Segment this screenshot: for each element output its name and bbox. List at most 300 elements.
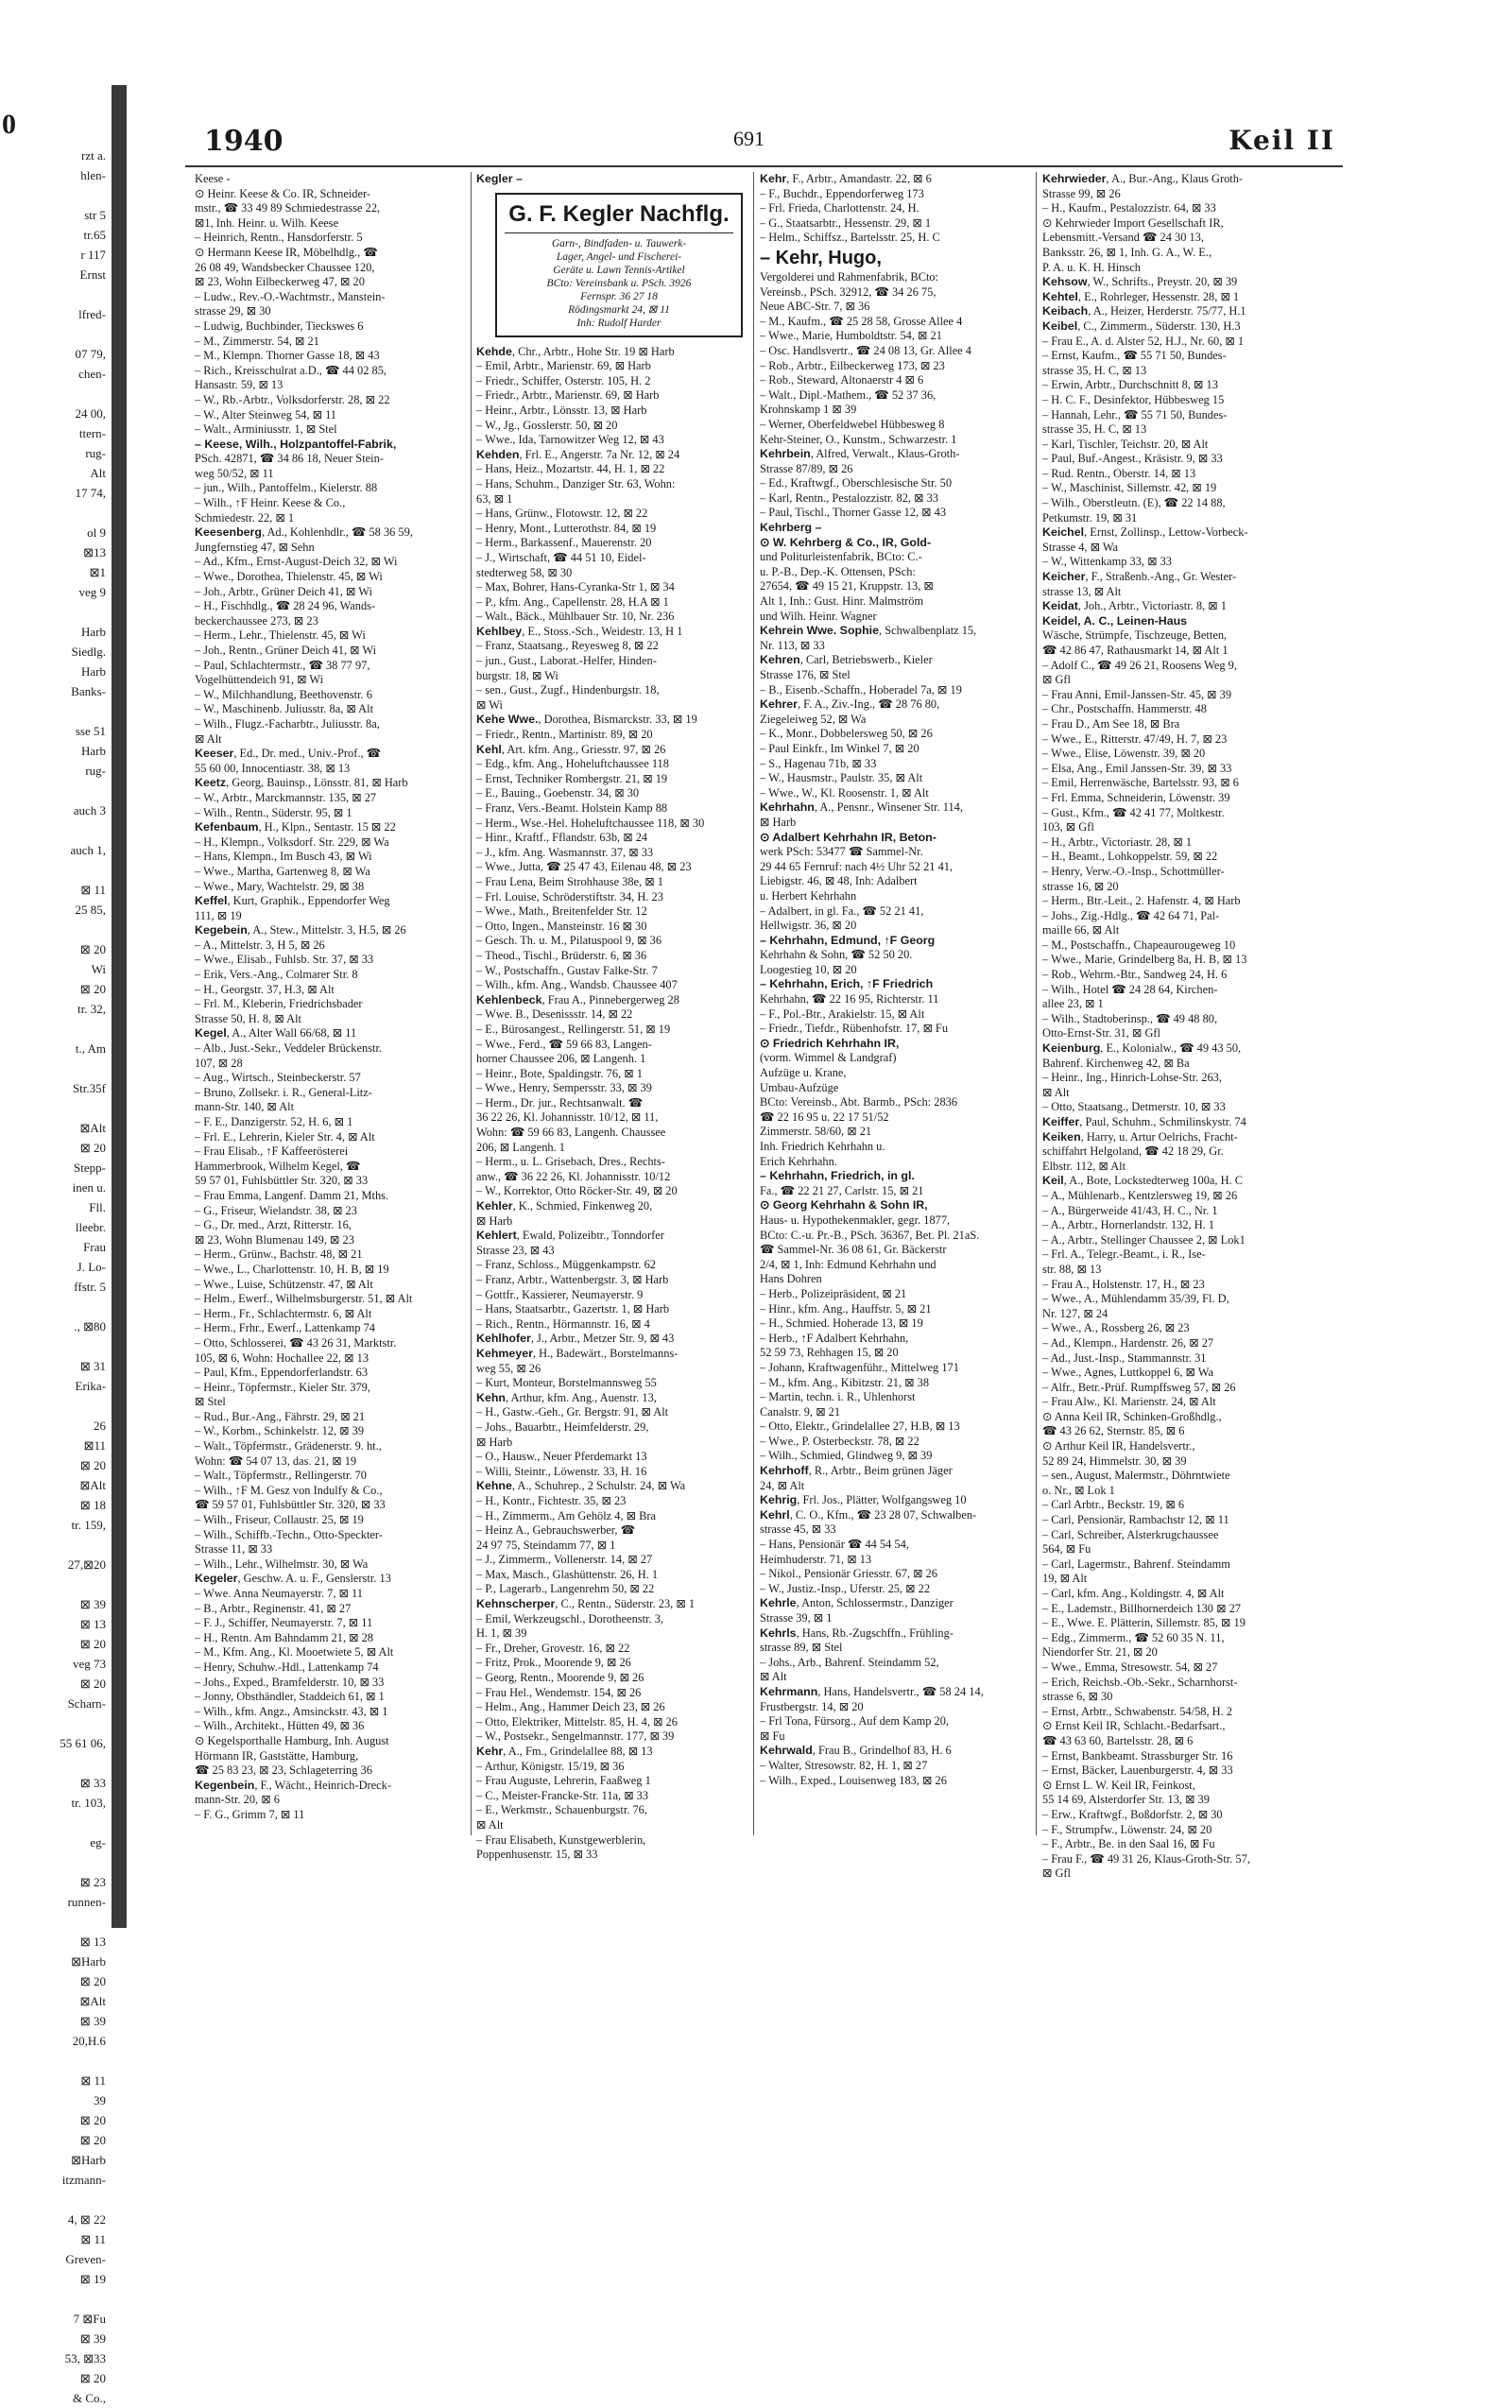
prev-page-line: ⊠13 bbox=[83, 545, 106, 559]
directory-entry: – Alb., Just.-Sekr., Veddeler Brückenstr. bbox=[195, 1041, 382, 1056]
prev-page-line: ⊠ 11 bbox=[80, 883, 106, 897]
directory-entry: Alt 1, Inh.: Gust. Hinr. Malmström bbox=[760, 594, 924, 609]
directory-entry: – Gottfr., Kassierer, Neumayerstr. 9 bbox=[476, 1287, 644, 1301]
directory-entry: strasse 13, ⊠ Alt bbox=[1042, 584, 1122, 598]
directory-entry: Keese - bbox=[195, 172, 231, 185]
directory-entry: Kehtel, E., Rohrleger, Hessenstr. 28, ⊠ 1 bbox=[1042, 289, 1240, 303]
directory-entry: anw., ☎ 36 22 26, Kl. Johannisstr. 10/12 bbox=[476, 1169, 671, 1183]
prev-page-line: Banks- bbox=[71, 684, 106, 698]
directory-entry: ⊠ Gfl bbox=[1042, 673, 1071, 687]
directory-entry: – Frau D., Am See 18, ⊠ Bra bbox=[1042, 716, 1180, 731]
prev-page-line: itzmann- bbox=[61, 2173, 106, 2187]
advertisement-line: BCto: Vereinsbank u. PSch. 3926 bbox=[546, 277, 692, 289]
directory-entry: Kegel, A., Alter Wall 66/68, ⊠ 11 bbox=[195, 1026, 357, 1041]
directory-entry: Zimmerstr. 58/60, ⊠ 21 bbox=[760, 1125, 872, 1139]
prev-page-line: & Co., bbox=[72, 2391, 106, 2405]
prev-page-line: ⊠Harb bbox=[71, 2153, 106, 2167]
directory-entry: Kehne, A., Schuhrep., 2 Schulstr. 24, ⊠ Wa bbox=[476, 1479, 686, 1493]
directory-entry: – Herm., Lehr., Thielenstr. 45, ⊠ Wi bbox=[195, 628, 366, 643]
directory-entry: ⊠ 23, Wohn Eilbeckerweg 47, ⊠ 20 bbox=[195, 275, 365, 289]
prev-page-line: Harb bbox=[81, 664, 106, 679]
directory-entry: Kehrwieder, A., Bur.-Ang., Klaus Groth- bbox=[1042, 172, 1244, 185]
prev-page-line: ttern- bbox=[78, 426, 106, 440]
directory-entry: – W., Milchhandlung, Beethovenstr. 6 bbox=[195, 687, 372, 701]
directory-entry: – Hinr., kfm. Ang., Hauffstr. 5, ⊠ 21 bbox=[760, 1301, 932, 1316]
prev-page-line: ⊠ 18 bbox=[79, 1498, 106, 1512]
directory-entry: ⊠ Wi bbox=[476, 697, 503, 712]
directory-entry: Aufzüge u. Krane, bbox=[760, 1066, 847, 1080]
prev-page-line bbox=[0, 284, 112, 304]
directory-entry: – Franz, Vers.-Beamt. Holstein Kamp 88 bbox=[476, 801, 668, 815]
directory-entry: Kehrer, F. A., Ziv.-Ing., ☎ 28 76 80, bbox=[760, 697, 940, 712]
directory-entry: – H., Kontr., Fichtestr. 35, ⊠ 23 bbox=[476, 1493, 627, 1507]
directory-entry: horner Chaussee 206, ⊠ Langenh. 1 bbox=[476, 1052, 646, 1066]
directory-entry: – Franz, Schloss., Müggenkampstr. 62 bbox=[476, 1258, 656, 1272]
directory-entry: – G., Friseur, Wielandstr. 38, ⊠ 23 bbox=[195, 1203, 357, 1217]
directory-entry: Kehrle, Anton, Schlossermstr., Danziger bbox=[760, 1596, 954, 1610]
directory-entry: – Walt., Arminiusstr. 1, ⊠ Stel bbox=[195, 422, 337, 437]
directory-entry: – Paul, Kfm., Eppendorferlandstr. 63 bbox=[195, 1366, 369, 1380]
directory-entry: ☎ 42 86 47, Rathausmarkt 14, ⊠ Alt 1 bbox=[1042, 644, 1228, 657]
directory-entry: 27654, ☎ 49 15 21, Kruppstr. 13, ⊠ bbox=[760, 579, 934, 593]
prev-page-line: Harb bbox=[81, 744, 106, 758]
advertisement-line: Geräte u. Lawn Tennis-Artikel bbox=[553, 264, 685, 276]
column-2 bbox=[476, 172, 750, 1863]
directory-entry: – Hans, Grünw., Flotowstr. 12, ⊠ 22 bbox=[476, 507, 648, 521]
directory-entry: Neue ABC-Str. 7, ⊠ 36 bbox=[760, 300, 870, 314]
header-name-range: Keil II bbox=[1228, 125, 1335, 156]
directory-entry: – Frl. M., Kleberin, Friedrichsbader bbox=[195, 997, 363, 1011]
directory-entry: Kegenbein, F., Wächt., Heinrich-Dreck- bbox=[195, 1778, 392, 1792]
directory-entry: schiffahrt Helgoland, ☎ 42 18 29, Gr. bbox=[1042, 1144, 1224, 1159]
directory-entry: – B., Eisenb.-Schaffn., Hoberadel 7a, ⊠ 19 bbox=[760, 682, 962, 697]
directory-entry: 63, ⊠ 1 bbox=[476, 491, 513, 506]
directory-entry: – Frau Hel., Wendemstr. 154, ⊠ 26 bbox=[476, 1685, 642, 1699]
directory-entry: – Heinr., Bote, Spaldingstr. 76, ⊠ 1 bbox=[476, 1066, 643, 1080]
directory-entry: – Erik, Vers.-Ang., Colmarer Str. 8 bbox=[195, 968, 358, 982]
directory-entry: – Paul, Buf.-Angest., Kräsistr. 9, ⊠ 33 bbox=[1042, 452, 1223, 466]
directory-entry: – F., Buchdr., Eppendorferweg 173 bbox=[760, 186, 924, 200]
directory-entry: – Rich., Kreisschulrat a.D., ☎ 44 02 85, bbox=[195, 363, 387, 377]
directory-entry: Umbau-Aufzüge bbox=[760, 1080, 839, 1094]
directory-entry: – Henry, Schuhw.-Hdl., Lattenkamp 74 bbox=[195, 1660, 379, 1674]
prev-page-line: 27,⊠20 bbox=[67, 1557, 106, 1572]
prev-page-line: ⊠ 20 bbox=[79, 1974, 106, 1988]
directory-entry: allee 23, ⊠ 1 bbox=[1042, 997, 1104, 1011]
directory-entry: – Fr., Dreher, Grovestr. 16, ⊠ 22 bbox=[476, 1641, 630, 1655]
directory-entry: – Max, Masch., Glashüttenstr. 26, H. 1 bbox=[476, 1567, 659, 1581]
prev-page-line: inen u. bbox=[72, 1180, 106, 1195]
prev-page-line bbox=[0, 602, 112, 622]
prev-page-line: ⊠ 39 bbox=[79, 2014, 106, 2028]
prev-page-line: ffstr. 5 bbox=[74, 1280, 106, 1294]
directory-entry: – Frau F., ☎ 49 31 26, Klaus-Groth-Str. 57, bbox=[1042, 1851, 1250, 1866]
directory-entry: Erich Kehrhahn. bbox=[760, 1154, 837, 1168]
directory-entry: – W., Korrektor, Otto Röcker-Str. 49, ⊠ 20 bbox=[476, 1184, 678, 1198]
directory-entry: – Frau Elisab., ↑F Kaffeerösterei bbox=[195, 1144, 349, 1159]
directory-entry: 29 44 65 Fernruf: nach 4½ Uhr 52 21 41, bbox=[760, 859, 954, 873]
directory-entry: – Wilh., Lehr., Wilhelmstr. 30, ⊠ Wa bbox=[195, 1557, 369, 1571]
directory-entry: Elbstr. 112, ⊠ Alt bbox=[1042, 1159, 1126, 1173]
prev-page-line: str 5 bbox=[84, 208, 106, 222]
directory-entry: – Frl Tona, Fürsorg., Auf dem Kamp 20, bbox=[760, 1714, 950, 1729]
prev-page-line: 24 00, bbox=[75, 406, 106, 421]
prev-page-line: 53, ⊠33 bbox=[64, 2351, 106, 2365]
prev-page-line bbox=[0, 860, 112, 880]
directory-entry: – Joh., Rentn., Grüner Deich 41, ⊠ Wi bbox=[195, 644, 377, 657]
directory-entry: Strasse 4, ⊠ Wa bbox=[1042, 540, 1119, 554]
directory-entry: Banksstr. 26, ⊠ 1, Inh. G. A., W. E., bbox=[1042, 245, 1212, 259]
directory-entry: ⊠ 23, Wohn Blumenau 149, ⊠ 23 bbox=[195, 1232, 354, 1247]
directory-entry: 24, ⊠ Alt bbox=[760, 1478, 805, 1492]
directory-entry: – O., Hausw., Neuer Pferdemarkt 13 bbox=[476, 1450, 647, 1464]
directory-entry: – Emil, Herrenwäsche, Bartelsstr. 93, ⊠ 6 bbox=[1042, 776, 1239, 790]
directory-entry: – Hans, Pensionär ☎ 44 54 54, bbox=[760, 1538, 909, 1552]
directory-entry: – Wwe., Marie, Grindelberg 8a, H. B, ⊠ 13 bbox=[1042, 953, 1247, 967]
directory-entry: Loogestieg 10, ⊠ 20 bbox=[760, 962, 857, 976]
directory-entry: – Frl. Louise, Schröderstiftstr. 34, H. 23 bbox=[476, 889, 663, 903]
directory-entry: mann-Str. 140, ⊠ Alt bbox=[195, 1100, 295, 1114]
prev-page-line bbox=[0, 1535, 112, 1555]
directory-entry: strasse 6, ⊠ 30 bbox=[1042, 1690, 1113, 1704]
prev-page-line: rzt a. bbox=[81, 148, 106, 163]
directory-entry: Keil, A., Bote, Lockstedterweg 100a, H. C bbox=[1042, 1174, 1243, 1188]
directory-entry: – Adalbert, in gl. Fa., ☎ 52 21 41, bbox=[760, 903, 924, 918]
column-1 bbox=[195, 172, 469, 1823]
directory-entry: ⊠ Alt bbox=[195, 731, 222, 746]
directory-entry: – Wwe., Martha, Gartenweg 8, ⊠ Wa bbox=[195, 864, 370, 878]
prev-page-line: Scharn- bbox=[67, 1696, 106, 1711]
directory-entry: weg 50/52, ⊠ 11 bbox=[195, 466, 274, 480]
directory-entry: – Carl Arbtr., Beckstr. 19, ⊠ 6 bbox=[1042, 1498, 1185, 1512]
directory-entry: Kegeler, Geschw. A. u. F., Genslerstr. 13 bbox=[195, 1572, 391, 1586]
directory-entry: – Kurt, Monteur, Borstelmannsweg 55 bbox=[476, 1376, 657, 1390]
prev-page-line: ⊠ 20 bbox=[79, 2371, 106, 2385]
directory-entry: Bahrenf. Kirchenweg 42, ⊠ Ba bbox=[1042, 1056, 1190, 1070]
directory-entry: – Arthur, Königstr. 15/19, ⊠ 36 bbox=[476, 1759, 625, 1773]
directory-entry: – Rud., Bur.-Ang., Fährstr. 29, ⊠ 21 bbox=[195, 1409, 366, 1423]
directory-entry: – Rob., Wehrm.-Btr., Sandweg 24, H. 6 bbox=[1042, 968, 1228, 982]
directory-entry: – Carl, kfm. Ang., Koldingstr. 4, ⊠ Alt bbox=[1042, 1587, 1225, 1600]
directory-entry: – Ad., Klempn., Hardenstr. 26, ⊠ 27 bbox=[1042, 1335, 1214, 1350]
directory-entry: – Henry, Mont., Lutterothstr. 84, ⊠ 19 bbox=[476, 521, 657, 535]
directory-entry: Keiken, Harry, u. Artur Oelrichs, Fracht- bbox=[1042, 1129, 1238, 1144]
directory-entry: Kehnscherper, C., Rentn., Süderstr. 23, ⊠ 1 bbox=[476, 1597, 696, 1611]
directory-entry: – Erwin, Arbtr., Durchschnitt 8, ⊠ 13 bbox=[1042, 378, 1218, 392]
directory-entry: – W., Maschinenb. Juliusstr. 8a, ⊠ Alt bbox=[195, 702, 374, 716]
directory-entry: ⊙ Adalbert Kehrhahn IR, Beton- bbox=[760, 830, 936, 844]
directory-entry: ⊙ Ernst L. W. Keil IR, Feinkost, bbox=[1042, 1778, 1195, 1792]
directory-entry: – Carl, Schreiber, Alsterkrugchaussee bbox=[1042, 1527, 1219, 1541]
directory-entry: ⊠ Stel bbox=[195, 1395, 226, 1409]
directory-entry: – Johs., Zig.-Hdlg., ☎ 42 64 71, Pal- bbox=[1042, 908, 1220, 922]
prev-page-line: ⊠ 13 bbox=[79, 1617, 106, 1631]
directory-entry: – Frl. A., Telegr.-Beamt., i. R., Ise- bbox=[1042, 1247, 1206, 1262]
directory-entry: – Walt., Bäck., Mühlbauer Str. 10, Nr. 236 bbox=[476, 610, 675, 624]
directory-entry: strasse 29, ⊠ 30 bbox=[195, 304, 271, 318]
directory-entry: strasse 45, ⊠ 33 bbox=[760, 1522, 836, 1537]
prev-page-line: r 117 bbox=[80, 248, 106, 262]
prev-page-line: ⊠ 20 bbox=[79, 942, 106, 956]
directory-entry: – H., Kaufm., Pestalozzistr. 64, ⊠ 33 bbox=[1042, 201, 1216, 215]
directory-entry: – Kehrhahn, Friedrich, in gl. bbox=[760, 1169, 915, 1183]
directory-entry: – H., Rentn. Am Bahndamm 21, ⊠ 28 bbox=[195, 1630, 374, 1644]
directory-entry: – Joh., Arbtr., Grüner Deich 41, ⊠ Wi bbox=[195, 584, 372, 598]
prev-page-line: Ernst bbox=[79, 267, 106, 282]
directory-entry: 59 57 01, Fuhlsbüttler Str. 320, ⊠ 33 bbox=[195, 1174, 369, 1188]
directory-entry: – Carl, Lagermstr., Bahrenf. Steindamm bbox=[1042, 1557, 1230, 1571]
directory-entry: – Wilh., ↑F M. Gesz von Indulfy & Co., bbox=[195, 1483, 383, 1497]
directory-entry: – Wwe., Dorothea, Thielenstr. 45, ⊠ Wi bbox=[195, 570, 383, 584]
directory-entry: – H., Arbtr., Victoriastr. 28, ⊠ 1 bbox=[1042, 834, 1193, 849]
directory-entry: – Otto, Ingen., Mansteinstr. 16 ⊠ 30 bbox=[476, 919, 647, 933]
directory-entry: – C., Meister-Francke-Str. 11a, ⊠ 33 bbox=[476, 1788, 649, 1802]
prev-page-line: ⊠ 20 bbox=[79, 1637, 106, 1651]
directory-entry: – Heinr., Arbtr., Lönsstr. 13, ⊠ Harb bbox=[476, 403, 647, 417]
directory-entry: – A., Bürgerweide 41/43, H. C., Nr. 1 bbox=[1042, 1203, 1218, 1217]
directory-entry: – Nikol., Pensionär Griesstr. 67, ⊠ 26 bbox=[760, 1567, 937, 1581]
directory-entry: – Werner, Oberfeldwebel Hübbesweg 8 bbox=[760, 417, 945, 431]
directory-entry: – Wwe., Elise, Löwenstr. 39, ⊠ 20 bbox=[1042, 747, 1206, 761]
directory-entry: – Friedr., Arbtr., Marienstr. 69, ⊠ Harb bbox=[476, 388, 660, 403]
directory-entry: strasse 16, ⊠ 20 bbox=[1042, 879, 1119, 893]
prev-page-line bbox=[0, 1574, 112, 1594]
prev-page-line: runnen- bbox=[67, 1895, 106, 1909]
prev-page-line: tr. 159, bbox=[71, 1518, 106, 1532]
prev-page-line: rug- bbox=[85, 764, 106, 778]
directory-entry: Kehrbein, Alfred, Verwalt., Klaus-Groth- bbox=[760, 447, 960, 461]
directory-entry: Keibach, A., Heizer, Herderstr. 75/77, H.1 bbox=[1042, 304, 1246, 318]
book-gutter bbox=[112, 85, 127, 1928]
directory-entry: Jungfernstieg 47, ⊠ Sehn bbox=[195, 540, 315, 554]
directory-entry: Petkumstr. 19, ⊠ 31 bbox=[1042, 510, 1138, 525]
header-year: 1940 bbox=[204, 125, 284, 158]
directory-entry: mann-Str. 20, ⊠ 6 bbox=[195, 1793, 280, 1807]
prev-page-line: ⊠Alt bbox=[79, 1994, 106, 2008]
directory-entry: – Otto, Elektr., Grindelallee 27, H.B, ⊠ 13 bbox=[760, 1419, 960, 1434]
prev-page-line bbox=[0, 1912, 112, 1932]
directory-entry: Inh. Friedrich Kehrhahn u. bbox=[760, 1140, 885, 1153]
directory-entry: werk PSch: 53477 ☎ Sammel-Nr. bbox=[760, 845, 923, 859]
directory-entry: – Theod., Tischl., Brüderstr. 6, ⊠ 36 bbox=[476, 948, 647, 962]
directory-entry: – Fritz, Prok., Moorende 9, ⊠ 26 bbox=[476, 1656, 631, 1670]
directory-entry: Kehe Wwe., Dorothea, Bismarckstr. 33, ⊠ 19 bbox=[476, 713, 697, 727]
directory-entry: Schmiedestr. 22, ⊠ 1 bbox=[195, 510, 295, 525]
directory-entry: Keicher, F., Straßenb.-Ang., Gr. Wester- bbox=[1042, 570, 1237, 584]
directory-entry: – Wwe., Ida, Tarnowitzer Weg 12, ⊠ 43 bbox=[476, 433, 664, 447]
directory-entry: Kehden, Frl. E., Angerstr. 7a Nr. 12, ⊠ 24 bbox=[476, 447, 680, 461]
directory-entry: – Wilh., Oberstleutn. (E), ☎ 22 14 88, bbox=[1042, 496, 1226, 510]
directory-entry: Liebigstr. 46, ⊠ 48, Inh: Adalbert bbox=[760, 874, 918, 888]
directory-entry: und Politurleistenfabrik, BCto: C.- bbox=[760, 550, 922, 564]
directory-entry: ⊙ Ernst Keil IR, Schlacht.-Bedarfsart., bbox=[1042, 1719, 1226, 1733]
prev-page-line: auch 1, bbox=[70, 843, 106, 857]
directory-entry: – Ad., Just.-Insp., Stammannstr. 31 bbox=[1042, 1350, 1207, 1365]
directory-entry: – Johann, Kraftwagenführ., Mittelweg 171 bbox=[760, 1360, 959, 1374]
prev-page-line bbox=[0, 1058, 112, 1078]
directory-entry: Keibel, C., Zimmerm., Süderstr. 130, H.3 bbox=[1042, 318, 1241, 333]
directory-entry: – Hans, Staatsarbtr., Gazertstr. 1, ⊠ Harb bbox=[476, 1302, 670, 1316]
directory-entry: – Wwe., Mary, Wachtelstr. 29, ⊠ 38 bbox=[195, 879, 365, 893]
advertisement-line: Rödingsmarkt 24, ⊠ 11 bbox=[568, 303, 670, 316]
directory-entry: – Wwe., L., Charlottenstr. 10, H. B, ⊠ 19 bbox=[195, 1262, 389, 1276]
prev-page-line: ⊠ 19 bbox=[79, 2272, 106, 2286]
directory-entry: weg 55, ⊠ 26 bbox=[476, 1361, 541, 1375]
directory-entry: Strasse 87/89, ⊠ 26 bbox=[760, 461, 853, 475]
directory-entry: Wohn: ☎ 54 07 13, das. 21, ⊠ 19 bbox=[195, 1453, 357, 1468]
directory-entry: – Chr., Postschaffn. Hammerstr. 48 bbox=[1042, 702, 1207, 716]
directory-entry: – jun., Wilh., Pantoffelm., Kielerstr. 88 bbox=[195, 481, 378, 495]
directory-entry: Nr. 127, ⊠ 24 bbox=[1042, 1306, 1108, 1320]
directory-entry: ☎ 59 57 01, Fuhlsbüttler Str. 320, ⊠ 33 bbox=[195, 1498, 386, 1512]
directory-entry: – Frau Anni, Emil-Janssen-Str. 45, ⊠ 39 bbox=[1042, 687, 1232, 701]
directory-entry: u. Herbert Kehrhahn bbox=[760, 888, 857, 903]
prev-page-line bbox=[0, 1019, 112, 1039]
directory-entry: – F., Pol.-Btr., Arakielstr. 15, ⊠ Alt bbox=[760, 1006, 925, 1021]
prev-page-line bbox=[0, 384, 112, 404]
directory-entry: – Herm., u. L. Grisebach, Dres., Rechts- bbox=[476, 1155, 665, 1169]
directory-entry: – Herm., Dr. jur., Rechtsanwalt. ☎ bbox=[476, 1095, 644, 1109]
directory-entry: – Karl, Tischler, Teichstr. 20, ⊠ Alt bbox=[1042, 437, 1209, 451]
directory-entry: ⊙ Anna Keil IR, Schinken-Großhdlg., bbox=[1042, 1409, 1222, 1423]
column-3 bbox=[760, 172, 1034, 1788]
directory-entry: Vogelhüttendeich 91, ⊠ Wi bbox=[195, 673, 324, 687]
directory-entry: – Ed., Kraftwgf., Oberschlesische Str. 50 bbox=[760, 476, 953, 490]
directory-entry: – Wilh., Stadtoberinsp., ☎ 49 48 80, bbox=[1042, 1011, 1218, 1025]
directory-entry: – Frl. E., Lehrerin, Kieler Str. 4, ⊠ Alt bbox=[195, 1129, 375, 1144]
directory-entry: – M., Kaufm., ☎ 25 28 58, Grosse Allee 4 bbox=[760, 314, 963, 328]
directory-entry: ⊙ W. Kehrberg & Co., IR, Gold- bbox=[760, 535, 932, 549]
directory-entry: H. 1, ⊠ 39 bbox=[476, 1626, 527, 1641]
directory-entry: – Emil, Werkzeugschl., Dorotheenstr. 3, bbox=[476, 1611, 664, 1625]
directory-entry: – Wilh., Friseur, Collaustr. 25, ⊠ 19 bbox=[195, 1513, 364, 1527]
directory-entry: – M., Postschaffn., Chapeaurougeweg 10 bbox=[1042, 937, 1236, 952]
directory-entry: – Ernst, Arbtr., Schwabenstr. 54/58, H. 2 bbox=[1042, 1704, 1232, 1718]
directory-entry: – Elsa, Ang., Emil Janssen-Str. 39, ⊠ 33 bbox=[1042, 761, 1232, 775]
directory-entry: – Rob., Arbtr., Eilbeckerweg 173, ⊠ 23 bbox=[760, 358, 945, 372]
prev-page-line: Str.35f bbox=[72, 1081, 106, 1095]
prev-page-line: Fll. bbox=[89, 1200, 106, 1214]
directory-entry: – sen., August, Malermstr., Döhrntwiete bbox=[1042, 1469, 1230, 1483]
column-4 bbox=[1042, 172, 1316, 1882]
prev-page-line: 26 bbox=[94, 1419, 106, 1433]
directory-entry: Kegebein, A., Stew., Mittelstr. 3, H.5, ⊠ 26 bbox=[195, 923, 406, 937]
directory-entry: 26 08 49, Wandsbecker Chaussee 120, bbox=[195, 260, 375, 274]
prev-page-line: Erika- bbox=[75, 1379, 106, 1393]
directory-entry: – Heinz A., Gebrauchswerber, ☎ bbox=[476, 1523, 636, 1538]
directory-entry: mstr., ☎ 33 49 89 Schmiedestrasse 22, bbox=[195, 201, 381, 215]
directory-entry: – Herb., ↑F Adalbert Kehrhahn, bbox=[760, 1331, 909, 1345]
directory-entry: – Wwe., A., Mühlendamm 35/39, Fl. D, bbox=[1042, 1292, 1229, 1306]
directory-entry: – Bruno, Zollsekr. i. R., General-Litz- bbox=[195, 1085, 372, 1099]
directory-entry: – Adolf C., ☎ 49 26 21, Roosens Weg 9, bbox=[1042, 658, 1237, 672]
directory-entry: Kehde, Chr., Arbtr., Hohe Str. 19 ⊠ Harb bbox=[476, 344, 675, 358]
directory-entry: Vergolderei und Rahmenfabrik, BCto: bbox=[760, 269, 939, 284]
directory-entry: ⊠ Gfl bbox=[1042, 1866, 1071, 1881]
directory-entry: – J., kfm. Ang. Wasmannstr. 37, ⊠ 33 bbox=[476, 845, 654, 859]
directory-entry: – Frau E., A. d. Alster 52, H.J., Nr. 60, ⊠ 1 bbox=[1042, 334, 1245, 348]
directory-entry: Kehrberg – bbox=[760, 521, 822, 535]
header-rule bbox=[185, 165, 1343, 167]
directory-entry: Strasse 99, ⊠ 26 bbox=[1042, 186, 1121, 200]
directory-entry: – Kehrhahn, Edmund, ↑F Georg bbox=[760, 933, 936, 947]
directory-entry: – Friedr., Schiffer, Osterstr. 105, H. 2 bbox=[476, 373, 651, 387]
directory-entry: ⊠ Fu bbox=[760, 1729, 785, 1743]
directory-entry: Kehrmann, Hans, Handelsvertr., ☎ 58 24 14, bbox=[760, 1684, 984, 1698]
directory-entry: – Edg., Zimmerm., ☎ 52 60 35 N. 11, bbox=[1042, 1630, 1225, 1644]
directory-entry: – H., Georgstr. 37, H.3, ⊠ Alt bbox=[195, 982, 335, 996]
directory-entry: strasse 35, H. C, ⊠ 13 bbox=[1042, 363, 1147, 377]
directory-entry: – Hans, Klempn., Im Busch 43, ⊠ Wi bbox=[195, 850, 372, 864]
directory-entry: – Wwe., Math., Breitenfelder Str. 12 bbox=[476, 904, 647, 919]
directory-entry: – Henry, Verw.-O.-Insp., Schottmüller- bbox=[1042, 864, 1225, 878]
prev-page-line bbox=[0, 781, 112, 800]
prev-page-line: ⊠ 11 bbox=[80, 2073, 106, 2088]
directory-entry: Keffel, Kurt, Graphik., Eppendorfer Weg bbox=[195, 894, 390, 908]
directory-entry: PSch. 42871, ☎ 34 86 18, Neuer Stein- bbox=[195, 452, 384, 466]
directory-entry: Niendorfer Str. 21, ⊠ 20 bbox=[1042, 1645, 1158, 1660]
directory-entry: – F. E., Danzigerstr. 52, H. 6, ⊠ 1 bbox=[195, 1115, 353, 1128]
directory-entry: Hellwigstr. 36, ⊠ 20 bbox=[760, 919, 857, 933]
directory-entry: 24 97 75, Steindamm 77, ⊠ 1 bbox=[476, 1538, 616, 1552]
directory-entry: Krohnskamp 1 ⊠ 39 bbox=[760, 403, 857, 417]
advertisement-line: Lager, Angel- und Fischerei- bbox=[556, 250, 682, 263]
directory-entry: Vereinsb., PSch. 32912, ☎ 34 26 75, bbox=[760, 284, 936, 299]
directory-entry: Strasse 50, H. 8, ⊠ Alt bbox=[195, 1011, 301, 1025]
prev-page-line: rug- bbox=[85, 446, 106, 460]
directory-entry: Kehr, A., Fm., Grindelallee 88, ⊠ 13 bbox=[476, 1745, 653, 1758]
prev-page-line bbox=[0, 2289, 112, 2309]
directory-entry: – E., Bürosangest., Rellingerstr. 51, ⊠ 19 bbox=[476, 1022, 671, 1036]
directory-entry: – E., Bauing., Goebenstr. 34, ⊠ 30 bbox=[476, 786, 640, 800]
directory-entry: – Heinr., Ing., Hinrich-Lohse-Str. 263, bbox=[1042, 1071, 1222, 1085]
directory-entry: 36 22 26, Kl. Johannisstr. 10/12, ⊠ 11, bbox=[476, 1110, 659, 1125]
directory-entry: Kehrhoff, R., Arbtr., Beim grünen Jäger bbox=[760, 1464, 953, 1478]
directory-entry: ☎ 43 26 62, Sternstr. 85, ⊠ 6 bbox=[1042, 1424, 1185, 1438]
directory-entry: Hans Dohren bbox=[760, 1272, 822, 1286]
directory-entry: – Paul Einkfr., Im Winkel 7, ⊠ 20 bbox=[760, 741, 919, 755]
directory-entry: maille 66, ⊠ Alt bbox=[1042, 923, 1120, 937]
directory-entry: Kehl, Art. kfm. Ang., Griesstr. 97, ⊠ 26 bbox=[476, 742, 666, 756]
directory-entry: – Wwe., Agnes, Luttkoppel 6, ⊠ Wa bbox=[1042, 1366, 1213, 1380]
directory-entry: ⊙ Heinr. Keese & Co. IR, Schneider- bbox=[195, 186, 370, 200]
directory-entry: Kehrhahn & Sohn, ☎ 52 50 20. bbox=[760, 948, 913, 962]
prev-page-line: ⊠ 11 bbox=[80, 2232, 106, 2246]
directory-entry: Kefenbaum, H., Klpn., Sentastr. 15 ⊠ 22 bbox=[195, 820, 396, 834]
directory-entry: – Wilh., kfm. Ang., Wandsb. Chaussee 407 bbox=[476, 978, 678, 992]
directory-entry: strasse 89, ⊠ Stel bbox=[760, 1641, 843, 1655]
advertisement-line: Inh: Rudolf Harder bbox=[576, 317, 662, 329]
prev-page-line: Alt bbox=[90, 466, 106, 480]
directory-entry: – Gust., Kfm., ☎ 42 41 77, Moltkestr. bbox=[1042, 805, 1225, 819]
prev-page-line: ⊠ 20 bbox=[79, 1677, 106, 1691]
prev-page-line: eg- bbox=[90, 1835, 106, 1849]
directory-entry: – Herm., Frhr., Ewerf., Lattenkamp 74 bbox=[195, 1321, 375, 1335]
directory-entry: – Wwe., A., Rossberg 26, ⊠ 23 bbox=[1042, 1321, 1190, 1335]
directory-entry: – W., Jg., Gosslerstr. 50, ⊠ 20 bbox=[476, 418, 618, 432]
directory-entry: ⊙ Georg Kehrhahn & Sohn IR, bbox=[760, 1198, 928, 1213]
directory-entry: Frustbergstr. 14, ⊠ 20 bbox=[760, 1699, 864, 1713]
prev-page-line: t., Am bbox=[75, 1041, 106, 1056]
prev-page-line: ⊠ 33 bbox=[79, 1776, 106, 1790]
directory-entry: strasse 35, H. C, ⊠ 13 bbox=[1042, 422, 1147, 437]
directory-entry: ⊠ Alt bbox=[1042, 1085, 1070, 1099]
directory-entry: – Johs., Bauarbtr., Heimfelderstr. 29, bbox=[476, 1419, 649, 1434]
directory-entry: – Hans, Schuhm., Danziger Str. 63, Wohn: bbox=[476, 476, 676, 490]
directory-entry: – Wwe., W., Kl. Roosenstr. 1, ⊠ Alt bbox=[760, 785, 929, 800]
prev-page-line: Stepp- bbox=[74, 1161, 106, 1175]
directory-entry: Strasse 23, ⊠ 43 bbox=[476, 1243, 555, 1257]
